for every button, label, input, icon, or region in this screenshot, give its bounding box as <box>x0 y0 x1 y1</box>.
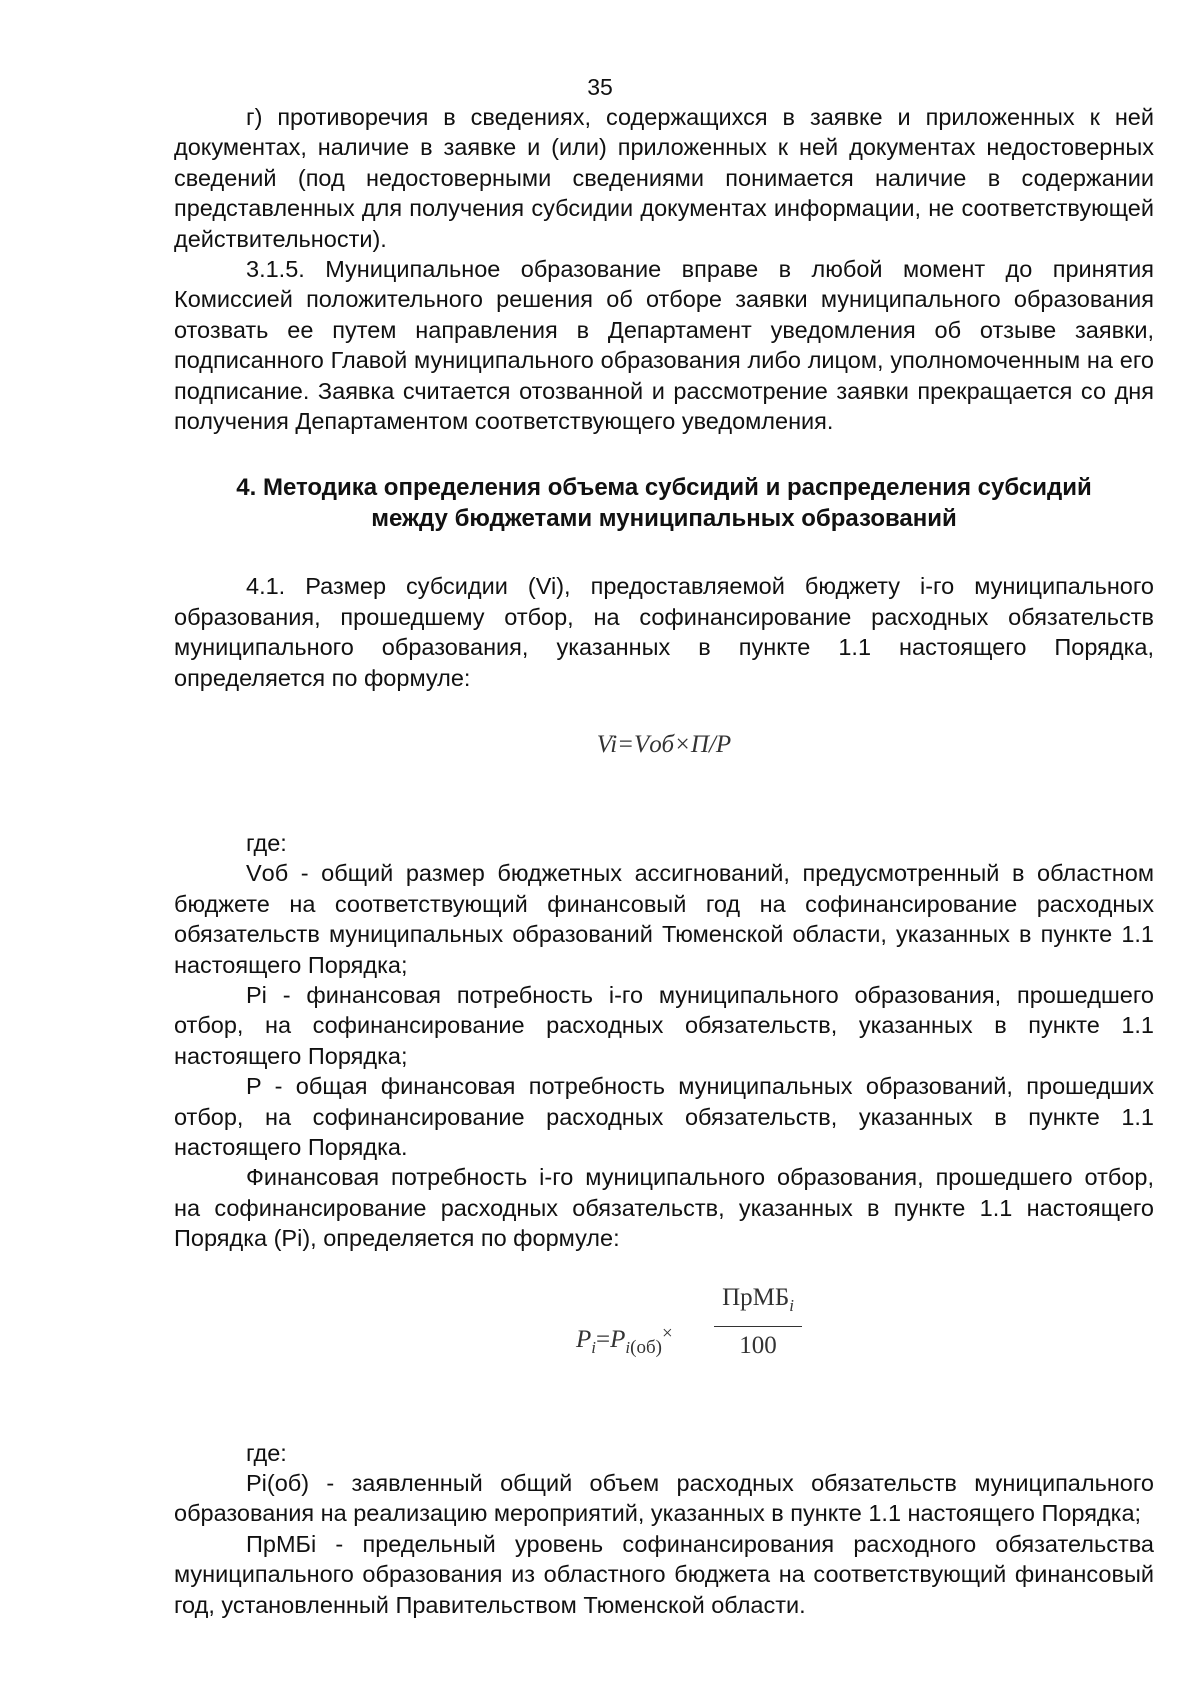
formula-2-rhs-paren: (об) <box>630 1336 662 1358</box>
formula-2-numerator-sub: i <box>789 1295 794 1315</box>
page-number: 35 <box>587 74 613 100</box>
formula-2-rhs-sub: i <box>625 1337 631 1357</box>
definition-prmbi: ПрМБi - предельный уровень софинансирования расходного обязательства муниципального образования из областного бюджета на соответствующий финансовый год, установленный Правительством Тюменской области. <box>174 1530 1154 1618</box>
formula-2-numerator-text: ПрМБ <box>722 1283 790 1311</box>
section-heading-4: 4. Методика определения объема субсидий и распределения субсидий между бюджетами муниципальных образований <box>236 474 1092 532</box>
definition-pi-ob: Pi(об) - заявленный общий объем расходных обязательств муниципального образования на реализацию мероприятий, указанных в пункте 1.1 настоящего Порядка; <box>174 1470 1154 1527</box>
definition-pi: Pi - финансовая потребность i-го муниципального образования, прошедшего отбор, на софинансирование расходных обязательств, указанных в пункте 1.1 настоящего Порядка; <box>174 981 1154 1069</box>
formula-2-left-part <box>576 1314 673 1368</box>
formula-2-lhs-sub: i <box>591 1337 597 1357</box>
formula-2-denominator: 100 <box>739 1331 777 1359</box>
formula-2-fraction <box>714 1280 802 1364</box>
definition-v-ob: Vоб - общий размер бюджетных ассигнований, предусмотренный в областном бюджете на соответствующий финансовый год на софинансирование расходных обязательств муниципальных образований Тюменской области, указанных в пункте 1.1 настоящего Порядка; <box>174 860 1154 978</box>
formula-2-rhs: P <box>610 1325 626 1353</box>
paragraph-4-1: 4.1. Размер субсидии (Vi), предоставляемой бюджету i-го муниципального образования, прошедшему отбор, на софинансирование расходных обязательств муниципального образования, указанных в пункте 1.1 настоящего Порядка, определяется по формуле: <box>174 573 1154 691</box>
formula-financial-need <box>174 1280 1154 1438</box>
formula-2-numerator <box>714 1280 802 1327</box>
paragraph-financial-need: Финансовая потребность i-го муниципального образования, прошедшего отбор, на софинансирование расходных обязательств, указанных в пункте 1.1 настоящего Порядка (Pi), определяется по формуле: <box>174 1164 1154 1252</box>
formula-2-times: × <box>661 1322 673 1344</box>
where-label-2: где: <box>246 1439 287 1466</box>
definition-p: P - общая финансовая потребность муниципальных образований, прошедших отбор, на софинансирование расходных обязательств, указанных в пункте 1.1 настоящего Порядка. <box>174 1073 1154 1160</box>
formula-subsidy-size: Vi=Vоб×П/P <box>596 730 732 758</box>
paragraph-contradictions: г) противоречия в сведениях, содержащихся в заявке и приложенных к ней документах, наличие в заявке и (или) приложенных к ней документах недостоверных сведений (под недостоверными сведениями понимается наличие в содержании представленных для получения субсидии документах информации, не соответствующей действительности). <box>174 104 1154 252</box>
document-body <box>174 102 1154 1620</box>
where-label-1: где: <box>246 829 287 856</box>
formula-2-equals: = <box>596 1325 611 1353</box>
formula-2-lhs: P <box>576 1325 592 1353</box>
paragraph-3-1-5: 3.1.5. Муниципальное образование вправе в любой момент до принятия Комиссией положительного решения об отборе заявки муниципального образования отозвать ее путем направления в Департамент уведомления об отзыве заявки, подписанного Главой муниципального образования либо лицом, уполномоченным на его подписание. Заявка считается отозванной и рассмотрение заявки прекращается со дня получения Департаментом соответствующего уведомления. <box>174 256 1154 435</box>
